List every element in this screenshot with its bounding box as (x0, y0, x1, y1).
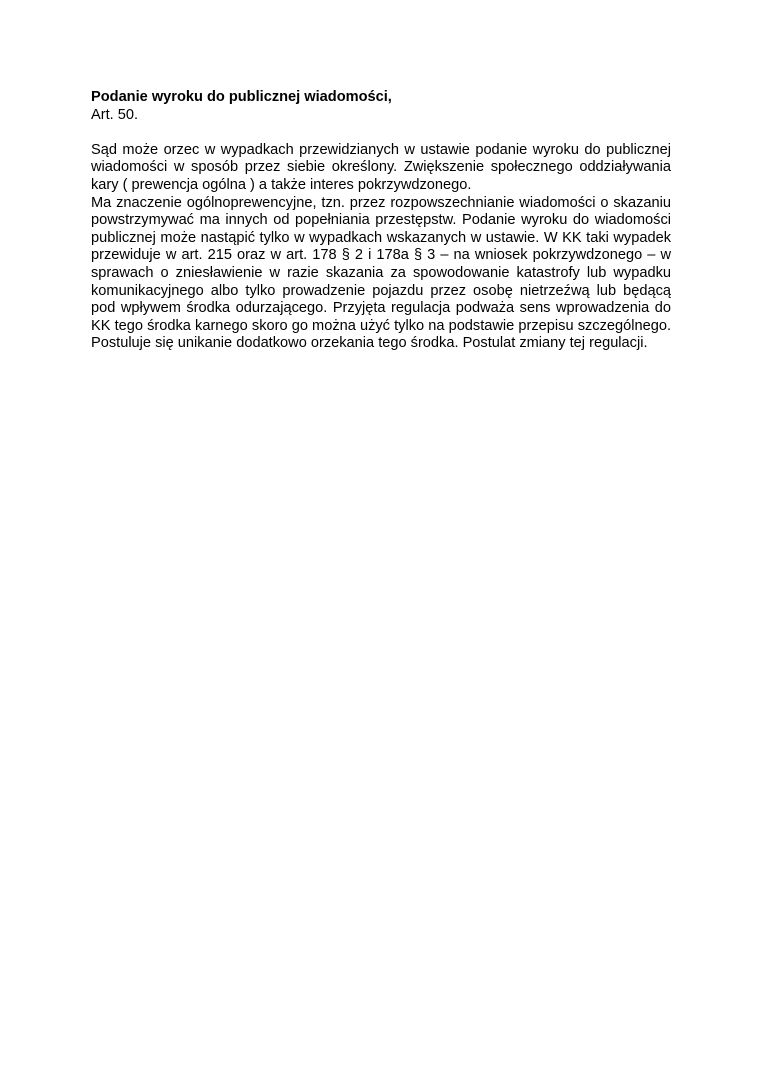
paragraph-1: Sąd może orzec w wypadkach przewidzianych w ustawie podanie wyroku do publicznej wiadomości w sposób przez siebie określony. Zwiększenie społecznego oddziaływania kary ( prewencja ogólna ) a także interes pokrzywdzonego. (91, 141, 671, 193)
document-title: Podanie wyroku do publicznej wiadomości, (91, 89, 392, 105)
article-number: Art. 50. (91, 106, 139, 123)
paragraph-2: Ma znaczenie ogólnoprewencyjne, tzn. przez rozpowszechnianie wiadomości o skazaniu powstrzymywać ma innych od popełniania przestępstw. Podanie wyroku do wiadomości publicznej może nastąpić tylko w wypadkach wskazanych w ustawie. W KK taki wypadek przewiduje w art. 215 oraz w art. 178 § 2 i 178a § 3 – na wniosek pokrzywdzonego – w sprawach o zniesławienie w razie skazania za spowodowanie katastrofy lub wypadku komunikacyjnego albo tylko prowadzenie pojazdu przez osobę nietrzeźwą lub będącą pod wpływem środka odurzającego. Przyjęta regulacja podważa sens wprowadzenia do KK tego środka karnego skoro go można użyć tylko na podstawie przepisu szczególnego. Postuluje się unikanie dodatkowo orzekania tego środka. Postulat zmiany tej regulacji. (91, 194, 671, 352)
document-page (91, 89, 671, 353)
